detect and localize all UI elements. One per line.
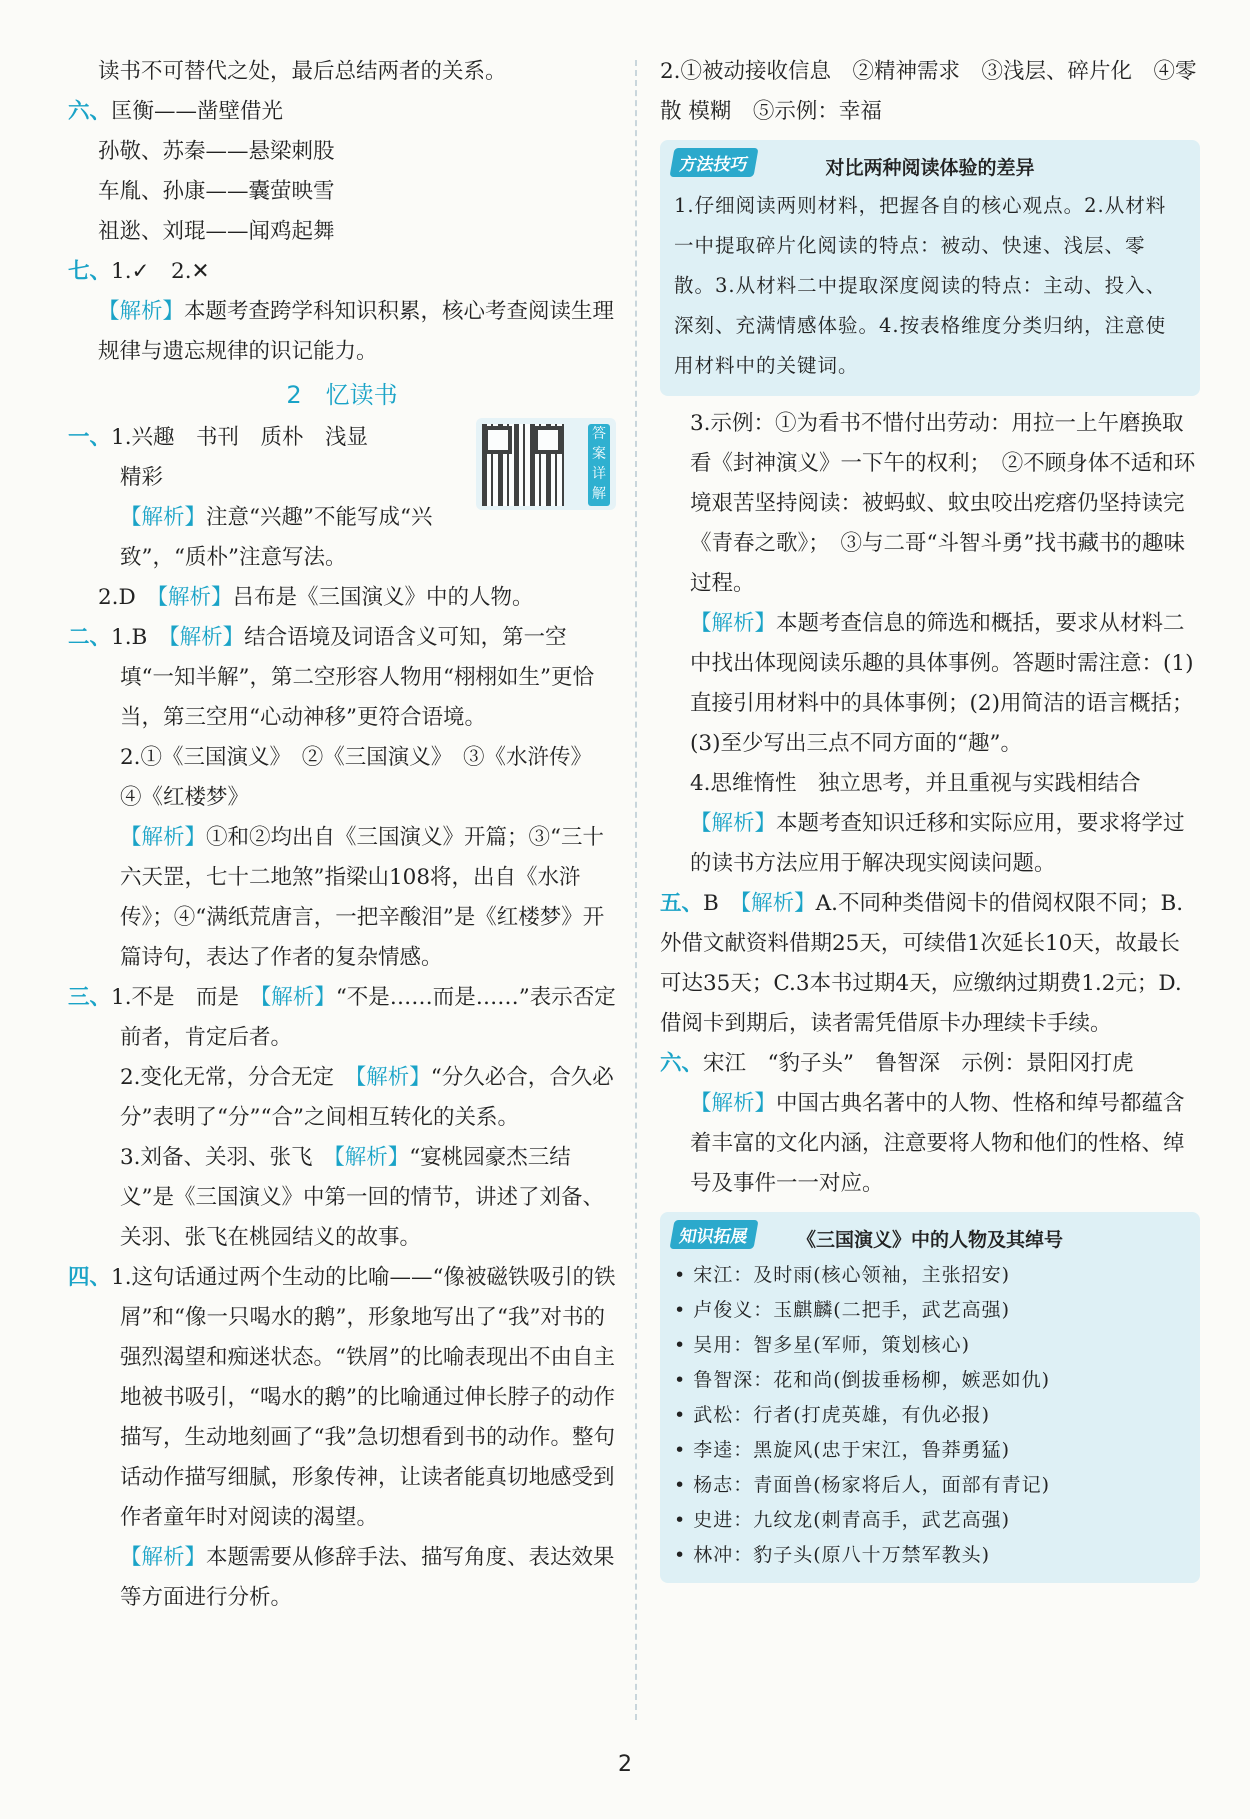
question: 4.思维惰性 独立思考，并且重视与实践相结合 (690, 771, 1141, 796)
answer-line: 车胤、孙康——囊萤映雪 (98, 179, 335, 204)
answer-line: 读书不可替代之处，最后总结两者的关系。 (98, 59, 507, 84)
question: 四、1.这句话通过两个生动的比喻——“像被磁铁吸引的铁屑”和“像一只喝水的鹅”，形象地写出了“我”对书的强烈渴望和痴迷状态。“铁屑”的比喻表现出不由自主地被书吸引，“喝水的鹅”的比喻通过伸长脖子的动作描写，生动地刻画了“我”急切想看到书的动作。整句话动作描写细腻，形象传神，让读者能真切地感受到作者童年时对阅读的渴望。 (68, 1265, 616, 1530)
answer-line: 孙敬、苏秦——悬梁刺股 (98, 139, 335, 164)
qr-label: 答案详解 (588, 424, 610, 506)
list-item: • 林冲：豹子头(原八十万禁军教头) (674, 1544, 991, 1566)
list-item: • 卢俊义：玉麒麟(二把手，武艺高强) (674, 1299, 1011, 1321)
list-item: • 武松：行者(打虎英雄，有仇必报) (674, 1404, 991, 1426)
knowledge-badge: 知识拓展 (669, 1220, 758, 1249)
list-item: • 宋江：及时雨(核心领袖，主张招安) (674, 1264, 1011, 1286)
question: 二、1.B 【解析】结合语境及词语含义可知，第一空填“一知半解”，第二空形容人物用“栩栩如生”更恰当，第三空用“心动神移”更符合语境。 (68, 625, 594, 730)
question: 六、宋江 “豹子头” 鲁智深 示例：景阳冈打虎 (660, 1051, 1134, 1076)
question: 2.D 【解析】吕布是《三国演义》中的人物。 (98, 585, 534, 610)
box-title: 对比两种阅读体验的差异 (825, 157, 1035, 179)
list-item: • 史进：九纹龙(刺青高手，武艺高强) (674, 1509, 1011, 1531)
question: 2.①被动接收信息 ②精神需求 ③浅层、碎片化 ④零散 模糊 ⑤示例：幸福 (660, 59, 1197, 124)
right-column (660, 52, 1200, 1591)
method-tips-box (660, 140, 1200, 396)
method-tips-badge: 方法技巧 (669, 148, 758, 177)
section-seven (68, 252, 616, 292)
page-number: 2 (618, 1752, 632, 1777)
answer-line: 精彩 (120, 465, 164, 490)
box-text: 1.仔细阅读两则材料，把握各自的核心观点。2.从材料一中提取碎片化阅读的特点：被动、快速、浅层、零散。3.从材料二中提取深度阅读的特点：主动、投入、深刻、充满情感体验。4.按表格维度分类归纳，注意使用材料中的关键词。 (674, 194, 1167, 377)
question: 3.示例：①为看书不惜付出劳动：用拉一上午磨换取看《封神演义》一下午的权利； ②不顾身体不适和环境艰苦坚持阅读：被蚂蚁、蚊虫咬出疙瘩仍坚持读完《青春之歌》； ③与二哥“斗智斗勇”找书藏书的趣味过程。 (690, 411, 1196, 596)
question: 2.变化无常，分合无定 【解析】“分久必合，合久必分”表明了“分”“合”之间相互转化的关系。 (120, 1065, 614, 1130)
list-item: • 吴用：智多星(军师，策划核心) (674, 1334, 971, 1356)
list-item: • 李逵：黑旋风(忠于宋江，鲁莽勇猛) (674, 1439, 1011, 1461)
list-item: • 鲁智深：花和尚(倒拔垂杨柳，嫉恶如仇) (674, 1369, 1051, 1391)
column-divider (635, 60, 637, 1720)
list-item: • 杨志：青面兽(杨家将后人，面部有青记) (674, 1474, 1051, 1496)
answer-line: 祖逖、刘琨——闻鸡起舞 (98, 219, 335, 244)
explanation: 【解析】本题考查知识迁移和实际应用，要求将学过的读书方法应用于解决现实阅读问题。 (690, 811, 1185, 876)
question: 五、B 【解析】A.不同种类借阅卡的借阅权限不同；B.外借文献资料借期25天，可续借1次延长10天，故最长可达35天；C.3本书过期4天，应缴纳过期费1.2元；D.借阅卡到期后，读者需凭借原卡办理续卡手续。 (660, 891, 1184, 1036)
section-six (68, 92, 616, 132)
answer-line: 1.✓ 2.✕ (111, 259, 210, 284)
explanation: 【解析】本题考查跨学科知识积累，核心考查阅读生理规律与遗忘规律的识记能力。 (98, 299, 615, 364)
section-number: 七、 (68, 259, 112, 284)
left-column (68, 52, 616, 1618)
question: 一、1.兴趣 书刊 质朴 浅显 (68, 425, 369, 450)
explanation: 【解析】①和②均出自《三国演义》开篇；③“三十六天罡，七十二地煞”指梁山108将，出自《水浒传》；④“满纸荒唐言，一把辛酸泪”是《红楼梦》开篇诗句，表达了作者的复杂情感。 (120, 825, 605, 970)
q1-block (68, 418, 616, 578)
answer-line: 匡衡——凿壁借光 (111, 99, 284, 124)
explanation: 【解析】本题需要从修辞手法、描写角度、表达效果等方面进行分析。 (120, 1545, 615, 1610)
box-title: 《三国演义》中的人物及其绰号 (796, 1229, 1063, 1251)
qr-code-icon (482, 424, 564, 506)
analysis-tag: 【解析】 (98, 299, 185, 324)
explanation: 【解析】注意“兴趣”不能写成“兴致”，“质朴”注意写法。 (120, 505, 433, 570)
explanation: 【解析】中国古典名著中的人物、性格和绰号都蕴含着丰富的文化内涵，注意要将人物和他们的性格、绰号及事件一一对应。 (690, 1091, 1185, 1196)
explanation: 【解析】本题考查信息的筛选和概括，要求从材料二中找出体现阅读乐趣的具体事例。答题时需注意：(1)直接引用材料中的具体事例；(2)用简洁的语言概括；(3)至少写出三点不同方面的“趣”。 (690, 611, 1194, 756)
question: 3.刘备、关羽、张飞 【解析】“宴桃园豪杰三结义”是《三国演义》中第一回的情节，讲述了刘备、关羽、张飞在桃园结义的故事。 (120, 1145, 604, 1250)
knowledge-box (660, 1212, 1200, 1583)
question: 2.①《三国演义》 ②《三国演义》 ③《水浒传》 ④《红楼梦》 (120, 745, 603, 810)
qr-code[interactable] (476, 418, 616, 510)
question: 三、1.不是 而是 【解析】“不是……而是……”表示否定前者，肯定后者。 (68, 985, 616, 1050)
section-title: 2 忆读书 (286, 381, 398, 409)
section-number: 六、 (68, 99, 112, 124)
